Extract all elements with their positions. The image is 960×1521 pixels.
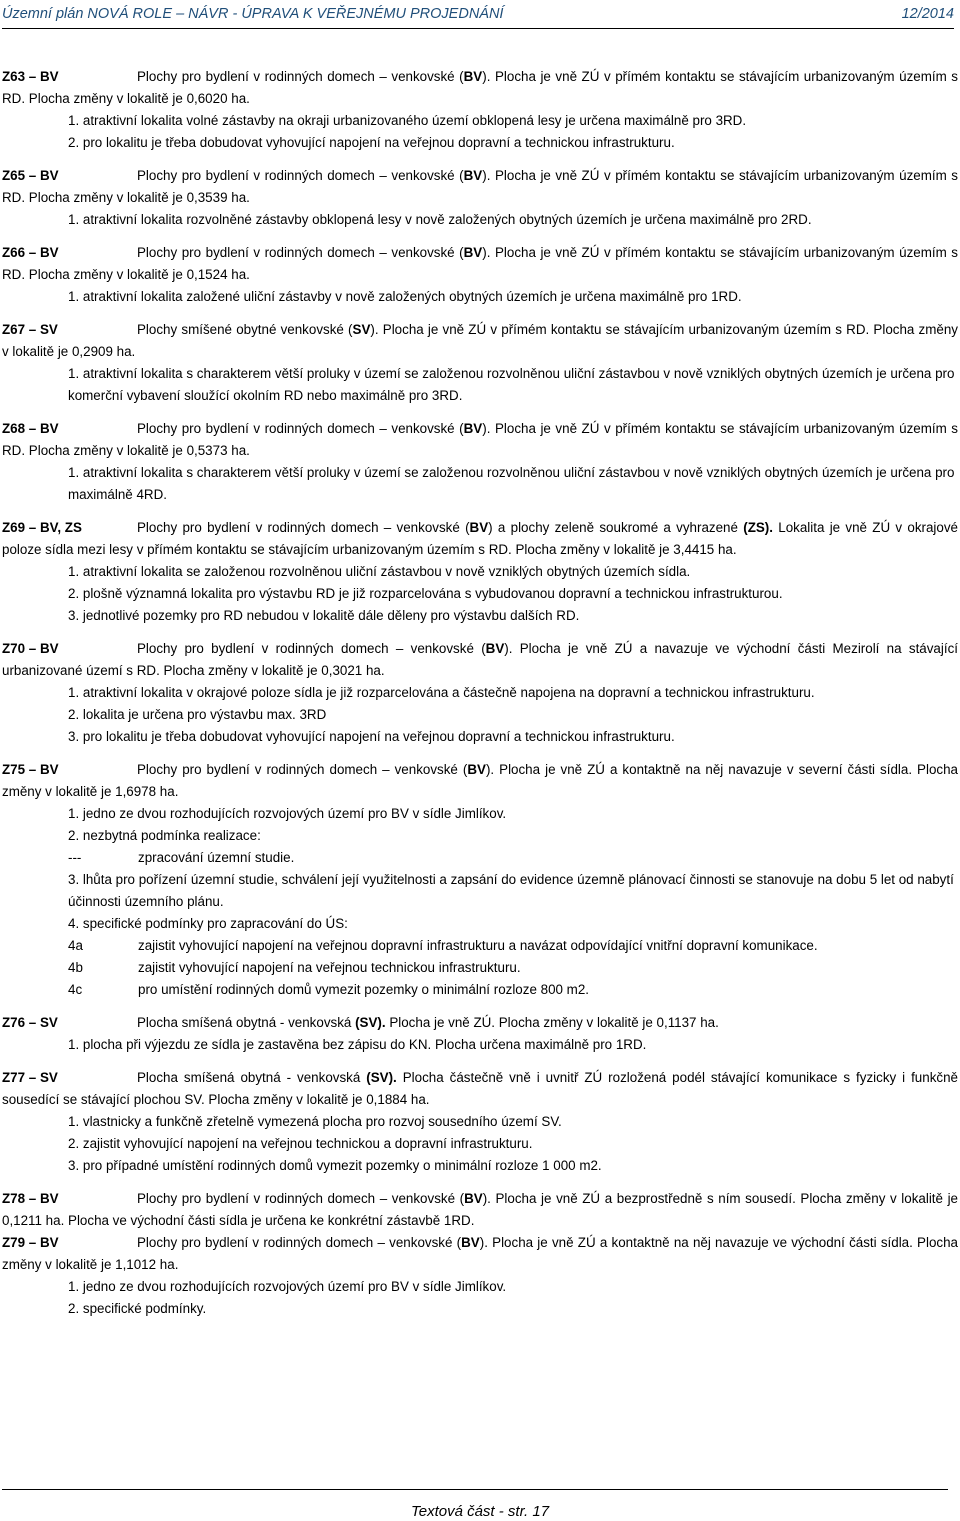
condition-item: 3. pro případné umístění rodinných domů vymezit pozemky o minimální rozloze 1 000 m2. [68,1158,602,1173]
zone-entry [2,319,958,407]
zone-description-text: Plochy pro bydlení v rodinných domech – venkovské ( [137,421,464,436]
zone-description-text: ) a plochy zeleně soukromé a vyhrazené [488,520,744,535]
zone-code: Z67 – SV [2,322,58,337]
zone-code: Z65 – BV [2,168,59,183]
condition-item: 1. jedno ze dvou rozhodujících rozvojových území pro BV v sídle Jimlíkov. [68,806,507,821]
zone-type-abbrev: BV [463,421,483,436]
page-footer: Textová část - str. 17 [410,1503,550,1520]
zone-description-text: Plocha částečně vně i uvnitř ZÚ rozložená podél stávající komunikace s fyzicky i funkčně sousedící se stávající plochou SV. Plocha změny v lokalitě je 0,1884 ha. [2,1070,958,1107]
zone-description [2,759,958,803]
zone-description [2,1232,958,1276]
zone-type-abbrev: BV [463,69,483,84]
zone-description-text: Plochy pro bydlení v rodinných domech – venkovské ( [137,520,470,535]
zone-entry [2,517,958,627]
zone-description [2,242,958,286]
document-title: Územní plán NOVÁ ROLE – NÁVR - ÚPRAVA K VEŘEJNÉMU PROJEDNÁNÍ [2,6,504,22]
zone-description-text: Plocha je vně ZÚ. Plocha změny v lokalitě je 0,1137 ha. [385,1015,719,1030]
zone-type-abbrev: BV [463,168,483,183]
zone-code: Z66 – BV [2,245,59,260]
zone-entry [2,66,958,154]
subitem-text: zajistit vyhovující napojení na veřejnou technickou infrastrukturu. [138,960,521,975]
condition-item: 4. specifické podmínky pro zapracování do ÚS: [68,916,348,931]
condition-item: 3. jednotlivé pozemky pro RD nebudou v lokalitě dále děleny pro výstavbu dalších RD. [68,608,580,623]
zone-entry [2,165,958,231]
zone-code: Z77 – SV [2,1070,58,1085]
subitem-text: zpracování územní studie. [138,850,295,865]
zone-description-text: Plocha smíšená obytná - venkovská [137,1070,367,1085]
condition-item: 1. atraktivní lokalita založené uliční zástavby v nově založených obytných územích je určena maximálně pro 1RD. [68,289,742,304]
subitem-label: 4c [68,982,83,997]
zone-type-abbrev: BV [464,1191,483,1206]
zone-description [2,66,958,110]
zone-description-text: Plocha smíšená obytná - venkovská [137,1015,356,1030]
zone-description-text: ). Plocha je vně ZÚ a kontaktně na něj navazuje v severní části sídla. Plocha změny v lokalitě je 1,6978 ha. [2,762,958,799]
zone-description-text: ). Plocha je vně ZÚ a kontaktně na něj navazuje ve východní části sídla. Plocha změny v lokalitě je 1,1012 ha. [2,1235,959,1272]
zone-description-text: ). Plocha je vně ZÚ a bezprostředně s ním sousedí. Plocha změny v lokalitě je 0,1211 ha. Plocha ve východní části sídla je určena ke konkrétní zástavbě 1RD. [2,1191,958,1228]
zone-type-abbrev: (SV). [366,1070,397,1085]
condition-item: 2. lokalita je určena pro výstavbu max. 3RD [68,707,327,722]
page-header [2,0,954,29]
subitem-text: zajistit vyhovující napojení na veřejnou dopravní infrastrukturu a navázat odpovídající vnitřní dopravní komunikace. [138,938,818,953]
zone-entry [2,1232,958,1320]
subitem-label: 4a [68,938,83,953]
zone-description-text: ). Plocha je vně ZÚ v přímém kontaktu se stávajícím urbanizovaným územím s RD. Plocha změny v lokalitě je 0,1524 ha. [2,245,958,282]
subitem-label: --- [68,850,82,865]
zone-description-text: Plochy pro bydlení v rodinných domech – venkovské ( [137,1235,462,1250]
condition-item: 2. zajistit vyhovující napojení na veřejnou technickou a dopravní infrastrukturu. [68,1136,533,1151]
zone-entry [2,1012,958,1056]
zone-description-text: ). Plocha je vně ZÚ v přímém kontaktu se stávajícím urbanizovaným územím s RD. Plocha změny v lokalitě je 0,6020 ha. [2,69,958,106]
zone-description-text: ). Plocha je vně ZÚ v přímém kontaktu se stávajícím urbanizovaným územím s RD. Plocha změny v lokalitě je 0,5373 ha. [2,421,958,458]
zone-description-text: Plochy smíšené obytné venkovské ( [137,322,353,337]
zone-type-abbrev: BV [467,762,486,777]
zone-description-text: Plochy pro bydlení v rodinných domech – venkovské ( [137,641,486,656]
condition-item: 2. pro lokalitu je třeba dobudovat vyhovující napojení na veřejnou dopravní a technickou infrastrukturu. [68,135,675,150]
zone-code: Z63 – BV [2,69,59,84]
subitem-label: 4b [68,960,83,975]
zone-description [2,1067,958,1111]
zone-code: Z70 – BV [2,641,59,656]
condition-subitem [2,957,958,979]
zone-entry [2,1188,958,1232]
zone-type-abbrev: SV [352,322,371,337]
condition-item: 3. pro lokalitu je třeba dobudovat vyhovující napojení na veřejnou dopravní a technickou infrastrukturu. [68,729,675,744]
zone-code: Z78 – BV [2,1191,59,1206]
condition-subitem [2,935,958,957]
condition-item: 1. atraktivní lokalita volné zástavby na okraji urbanizovaného území obklopená lesy je určena maximálně pro 3RD. [68,113,747,128]
zone-entry [2,242,958,308]
condition-subitem [2,979,958,1001]
condition-item: 1. plocha při výjezdu ze sídla je zastavěna bez zápisu do KN. Plocha určena maximálně pro 1RD. [68,1037,647,1052]
zone-description [2,638,958,682]
zone-description [2,1012,958,1034]
zone-type-abbrev: BV [485,641,505,656]
zone-description-text: ). Plocha je vně ZÚ v přímém kontaktu se stávajícím urbanizovaným územím s RD. Plocha změny v lokalitě je 0,3539 ha. [2,168,958,205]
document-body [2,66,958,1331]
document-date: 12/2014 [901,6,954,22]
zone-code: Z68 – BV [2,421,59,436]
zone-type-abbrev: BV [461,1235,480,1250]
zone-description-text: Plochy pro bydlení v rodinných domech – venkovské ( [137,1191,465,1206]
zone-description-text: ). Plocha je vně ZÚ v přímém kontaktu se stávajícím urbanizovaným územím s RD. Plocha změny v lokalitě je 0,2909 ha. [2,322,958,359]
zone-type-abbrev: BV [469,520,489,535]
condition-item: 2. nezbytná podmínka realizace: [68,828,261,843]
zone-entry [2,759,958,1001]
zone-code: Z69 – BV, ZS [2,520,82,535]
subitem-text: pro umístění rodinných domů vymezit pozemky o minimální rozloze 800 m2. [138,982,590,997]
zone-code: Z75 – BV [2,762,59,777]
condition-item: 1. atraktivní lokalita s charakterem větší proluky v území se založenou rozvolněnou uliční zástavbou v nově vzniklých obytných územích je určena pro maximálně 4RD. [68,465,955,502]
zone-type-abbrev: (SV). [355,1015,386,1030]
zone-description [2,165,958,209]
condition-item: 1. atraktivní lokalita v okrajové poloze sídla je již rozparcelována a částečně napojena na dopravní a technickou infrastrukturu. [68,685,815,700]
zone-code: Z76 – SV [2,1015,58,1030]
zone-entry [2,638,958,748]
condition-item: 3. lhůta pro pořízení územní studie, schválení její využitelnosti a zapsání do evidence územně plánovací činnosti se stanovuje na dobu 5 let od nabytí účinnosti územního plánu. [68,872,954,909]
zone-description [2,418,958,462]
zone-description-text: Plochy pro bydlení v rodinných domech – venkovské ( [137,69,464,84]
zone-type-abbrev: (ZS). [743,520,773,535]
zone-type-abbrev: BV [463,245,483,260]
zone-description-text: Plochy pro bydlení v rodinných domech – venkovské ( [137,762,468,777]
zone-description [2,319,958,363]
condition-subitem [2,847,958,869]
zone-description-text: Lokalita je vně ZÚ v okrajové poloze sídla mezi lesy v přímém kontaktu se stávajícím urbanizovaným územím s RD. Plocha změny v lokalitě je 3,4415 ha. [2,520,958,557]
condition-item: 1. atraktivní lokalita rozvolněné zástavby obklopená lesy v nově založených obytných územích je určena maximálně pro 2RD. [68,212,812,227]
zone-code: Z79 – BV [2,1235,59,1250]
zone-description [2,517,958,561]
condition-item: 1. atraktivní lokalita se založenou rozvolněnou uliční zástavbou v nově vzniklých obytných územích sídla. [68,564,691,579]
condition-item: 1. atraktivní lokalita s charakterem větší proluky v území se založenou rozvolněnou uliční zástavbou v nově vzniklých obytných územích je určena pro komerční vybavení sloužící okolním RD nebo maximálně pro 3RD. [68,366,955,403]
zone-entry [2,418,958,506]
condition-item: 2. plošně významná lokalita pro výstavbu RD je již rozparcelována s vybudovanou dopravní a technickou infrastrukturou. [68,586,783,601]
zone-description-text: Plochy pro bydlení v rodinných domech – venkovské ( [137,168,464,183]
footer-divider [2,1489,948,1490]
condition-item: 1. jedno ze dvou rozhodujících rozvojových území pro BV v sídle Jimlíkov. [68,1279,507,1294]
zone-entry [2,1067,958,1177]
zone-description-text: ). Plocha je vně ZÚ a navazuje ve východní části Mezirolí na stávající urbanizované území s RD. Plocha změny v lokalitě je 0,3021 ha. [2,641,958,678]
zone-description [2,1188,958,1232]
condition-item: 1. vlastnicky a funkčně zřetelně vymezená plocha pro rozvoj sousedního území SV. [68,1114,562,1129]
condition-item: 2. specifické podmínky. [68,1301,207,1316]
zone-description-text: Plochy pro bydlení v rodinných domech – venkovské ( [137,245,464,260]
